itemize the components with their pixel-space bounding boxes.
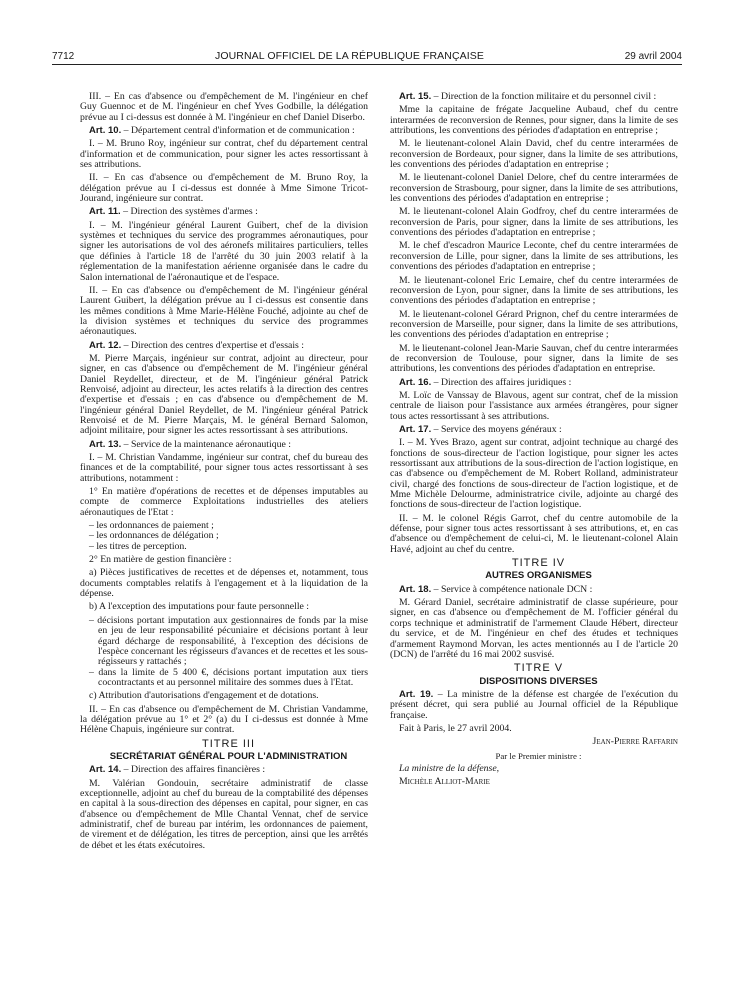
minister-title (390, 764, 678, 774)
signature-line: Par le Premier ministre : (495, 750, 582, 761)
list-item: – dans la limite de 5 400 €, décisions portant imputation aux tiers cocontractants et au personnel militaire des sommes dues à l'Etat. (89, 666, 368, 688)
left-column (80, 92, 368, 854)
article-number: Art. 13. (89, 438, 122, 450)
article-number: Art. 16. (399, 376, 432, 388)
article-heading: – La ministre de la défense est chargée de l'exécution du présent décret, qui sera publié au Journal officiel de la République française. (390, 688, 678, 721)
journal-title: JOURNAL OFFICIEL DE LA RÉPUBLIQUE FRANÇAISE (214, 50, 484, 62)
article-heading: – Département central d'information et de communication : (121, 125, 355, 137)
body-paragraph: 1° En matière d'opérations de recettes et de dépenses imputables au compte de commerce Exploitations industrielles des ateliers aéronautiques de l'Etat : (80, 486, 368, 518)
article-heading: – Service de la maintenance aéronautique : (121, 438, 291, 450)
article-number: Art. 19. (399, 688, 434, 700)
article-paragraph (80, 207, 368, 217)
body-paragraph: M. Loïc de Vanssay de Blavous, agent sur contrat, chef de la mission centrale de liaison pour l'assistance aux armées étrangères, pour signer tous actes ressortissant à ses attributions. (390, 389, 678, 422)
body-paragraph: Fait à Paris, le 27 avril 2004. (399, 722, 512, 734)
article-paragraph (390, 92, 678, 102)
list-item: – les ordonnances de paiement ; (89, 520, 214, 532)
body-paragraph: II. – En cas d'absence ou d'empêchement de M. Bruno Roy, la délégation prévue au I ci-dessus est donnée à Mme Simone Tricot-Jourand, ingénieure sur contrat. (80, 172, 368, 205)
list-item: – les ordonnances de délégation ; (89, 530, 219, 542)
article-number: Art. 14. (89, 764, 122, 776)
body-paragraph: M. le lieutenant-colonel Eric Lemaire, chef du centre interarmées de reconversion de Lyon, pour signer, dans la limite de ses attributions, les conventions des périodes d'adaptation en entreprise ; (390, 274, 678, 307)
body-paragraph: I. – M. Yves Brazo, agent sur contrat, adjoint technique au chargé des fonctions de sous-directeur de l'action logistique, pour signer les actes ressortissant aux attributions de la sous-direction de l'action logistique, en cas d'absence ou d'empêchement de M. Robert Rolland, administrateur civil, chargé des fonctions de sous-directeur de l'action logistique, et de Mme Michèle Delourme, administratrice civile, adjointe au chargé des fonctions de sous-directeur de l'action logistique. (390, 437, 678, 511)
body-paragraph: M. le lieutenant-colonel Jean-Marie Sauvan, chef du centre interarmées de reconversion de Toulouse, pour signer, dans la limite de ses attributions, les conventions des périodes d'adaptation en entreprise. (390, 342, 678, 375)
article-heading: – Direction des centres d'expertise et d'essais : (121, 339, 304, 351)
article-paragraph (390, 378, 678, 388)
article-paragraph (390, 425, 678, 435)
article-heading: – Direction des affaires juridiques : (431, 376, 572, 388)
body-paragraph: M. le chef d'escadron Maurice Leconte, chef du centre interarmées de reconversion de Lille, pour signer, dans la limite de ses attributions, les conventions des périodes d'adaptation en entreprise ; (390, 240, 678, 273)
body-paragraph: M. le lieutenant-colonel Gérard Prignon, chef du centre interarmées de reconversion de Marseille, pour signer, dans la limite de ses attributions, les conventions des périodes d'adaptation en entreprise ; (390, 308, 678, 341)
body-paragraph: c) Attribution d'autorisations d'engagement et de dotations. (89, 690, 319, 702)
list-item: – décisions portant imputation aux gestionnaires de fonds par la mise en jeu de leur responsabilité pécuniaire et décisions portant à leur égard décharge de responsabilité, à l'exception des décisions de l'espèce concernant les régisseurs d'avances et de recettes et les sous-régisseurs y rattachés ; (89, 614, 368, 668)
section-subtitle: DISPOSITIONS DIVERSES (479, 675, 598, 687)
article-paragraph (390, 690, 678, 721)
body-paragraph: M. Gérard Daniel, secrétaire administratif de classe supérieure, pour signer, en cas d'absence ou d'empêchement de M. l'officier général du corps technique et administratif de l'armement Claude Hébert, directeur du service, et de M. l'ingénieur en chef des études et techniques d'armement Raymond Morvan, les actes mentionnés au I de l'article 20 (DCN) de l'arrêté du 16 mai 2002 susvisé. (390, 597, 678, 660)
article-paragraph (80, 440, 368, 450)
article-paragraph (80, 341, 368, 351)
body-paragraph: M. le lieutenant-colonel Daniel Delore, chef du centre interarmées de reconversion de Strasbourg, pour signer, dans la limite de ses attributions, les conventions des périodes d'adaptation en entreprise ; (390, 172, 678, 205)
section-title: TITRE IV (511, 557, 566, 570)
body-paragraph: M. le lieutenant-colonel Alain David, chef du centre interarmées de reconversion de Bordeaux, pour signer, dans la limite de ses attributions, les conventions des périodes d'adaptation en entreprise ; (390, 138, 678, 171)
body-paragraph: M. le lieutenant-colonel Alain Godfroy, chef du centre interarmées de reconversion de Paris, pour signer, dans la limite de ses attributions, les conventions des périodes d'adaptation en entreprise ; (390, 206, 678, 239)
article-paragraph (390, 585, 678, 595)
article-number: Art. 10. (89, 125, 122, 137)
signatory-minister: Michèle Alliot-Marie (399, 776, 490, 788)
right-column (390, 92, 678, 791)
body-paragraph: III. – En cas d'absence ou d'empêchement de M. l'ingénieur en chef Guy Guennoc et de M. l'ingénieur en chef Yves Godbille, la délégation prévue au I ci-dessus est donnée à M. l'ingénieur en chef Daniel Diserbo. (80, 91, 368, 123)
article-heading: – Direction des systèmes d'armes : (120, 206, 258, 218)
page-header (52, 44, 682, 65)
section-subtitle: SECRÉTARIAT GÉNÉRAL POUR L'ADMINISTRATION (109, 750, 348, 762)
body-paragraph: a) Pièces justificatives de recettes et de dépenses et, notamment, tous documents comptables relatifs à l'engagement et à la liquidation de la dépense. (80, 567, 368, 600)
body-paragraph: II. – En cas d'absence ou d'empêchement de M. l'ingénieur général Laurent Guibert, la délégation prévue au I ci-dessus est consentie dans les mêmes conditions à Mme Marie-Hélène Fouché, adjointe au chef de la division systèmes et techniques du service des programmes aéronautiques. (80, 284, 368, 338)
body-paragraph: M. Pierre Marçais, ingénieur sur contrat, adjoint au directeur, pour signer, en cas d'absence ou d'empêchement de M. l'ingénieur général Daniel Reydellet, directeur, et de M. l'ingénieur général Patrick Renvoisé, adjoint au directeur, les actes relatifs à la direction des centres d'expertise et d'essais ; en cas d'absence ou d'empêchement de M. l'ingénieur général Daniel Reydellet, de M. l'ingénieur général Patrick Renvoisé et de M. Pierre Marçais, M. le général Bernard Salomon, adjoint militaire, pour signer les actes ressortissant à ses attributions. (80, 352, 368, 437)
body-paragraph: II. – M. le colonel Régis Garrot, chef du centre automobile de la défense, pour signer tous actes ressortissant à ses attributions, et, en cas d'absence ou d'empêchement de celui-ci, M. le lieutenant-colonel Alain Havé, adjoint au chef du centre. (390, 512, 678, 555)
section-subtitle: AUTRES ORGANISMES (485, 570, 592, 582)
signatory-prime-minister: Jean-Pierre Raffarin (592, 736, 678, 748)
dash-list (80, 616, 368, 688)
section-title: TITRE V (513, 662, 564, 675)
body-paragraph: b) A l'exception des imputations pour faute personnelle : (89, 601, 309, 613)
section-title: TITRE III (202, 737, 255, 750)
article-heading: – Direction des affaires financières : (121, 764, 266, 776)
dash-list (80, 521, 368, 552)
body-paragraph: II. – En cas d'absence ou d'empêchement de M. Christian Vandamme, la délégation prévue au 1° et 2° (a) du I ci-dessus est donnée à Mme Hélène Chapuis, ingénieure sur contrat. (80, 703, 368, 736)
page-number: 7712 (52, 51, 75, 62)
body-paragraph: I. – M. Bruno Roy, ingénieur sur contrat, chef du département central d'information et de communication, pour signer les actes ressortissant à ses attributions. (80, 138, 368, 171)
article-heading: – Direction de la fonction militaire et du personnel civil : (431, 91, 657, 102)
body-paragraph: I. – M. Christian Vandamme, ingénieur sur contrat, chef du bureau des finances et de la comptabilité, pour signer tous actes ressortissant à ses attributions, notamment : (80, 452, 368, 484)
article-number: Art. 17. (399, 423, 432, 435)
body-paragraph: I. – M. l'ingénieur général Laurent Guibert, chef de la division systèmes et techniques du service des programmes aéronautiques, pour signer les autorisations de vol des aéronefs militaires particuliers, telles que définies à l'article 18 de l'arrêté du 30 juin 2003 relatif à la réglementation de la manifestation aérienne organisée dans le cadre du Salon international de l'aéronautique et de l'espace. (80, 219, 368, 283)
body-paragraph: M. Valérian Gondouin, secrétaire administratif de classe exceptionnelle, adjoint au chef du bureau de la comptabilité des dépenses en capital à la sous-direction des dépenses en capital, pour signer, en cas d'absence ou d'empêchement de Mlle Chantal Vennat, chef de service administratif, chef de bureau par intérim, les ordonnances de paiement, de virement et de délégation, les titres de perception, ainsi que les arrêtés de débet et les états exécutoires. (80, 777, 368, 851)
body-paragraph: 2° En matière de gestion financière : (89, 554, 232, 566)
article-number: Art. 12. (89, 339, 122, 351)
minister-title-text: La ministre de la défense, (399, 762, 500, 774)
article-number: Art. 11. (89, 206, 121, 218)
list-item: – les titres de perception. (89, 540, 187, 552)
body-paragraph: Mme la capitaine de frégate Jacqueline Aubaud, chef du centre interarmées de reconversion de Rennes, pour signer, dans la limite de ses attributions, les conventions des périodes d'adaptation en entreprise ; (390, 104, 678, 137)
article-paragraph (80, 765, 368, 775)
article-number: Art. 18. (399, 583, 432, 595)
article-paragraph (80, 126, 368, 136)
article-number: Art. 15. (399, 91, 432, 102)
publication-date: 29 avril 2004 (624, 51, 682, 62)
article-heading: – Service à compétence nationale DCN : (431, 583, 593, 595)
article-heading: – Service des moyens généraux : (431, 423, 562, 435)
